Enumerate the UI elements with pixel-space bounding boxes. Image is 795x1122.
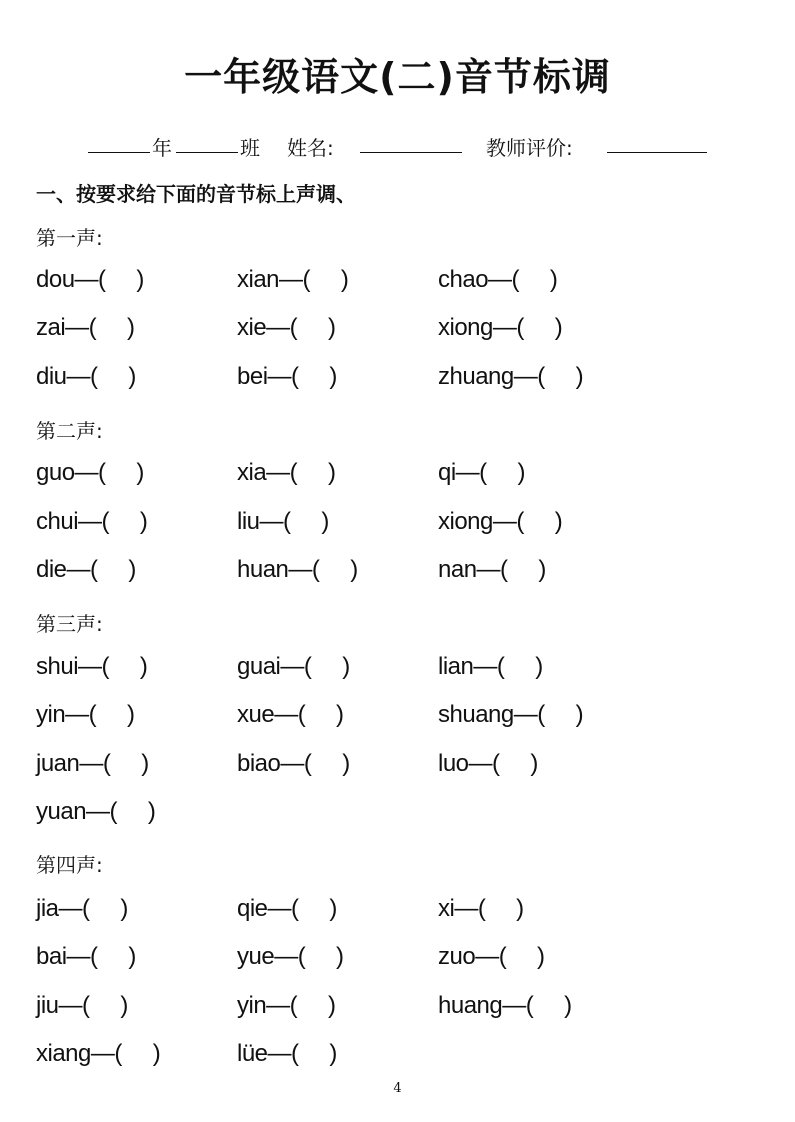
exercise-item[interactable]: xiang—( ) bbox=[36, 1040, 161, 1067]
exercise-item[interactable]: xue—( ) bbox=[237, 701, 344, 728]
exercise-item[interactable]: huang—( ) bbox=[438, 992, 572, 1019]
student-info-line bbox=[0, 132, 795, 160]
exercise-row bbox=[36, 750, 736, 786]
year-label: 年 bbox=[152, 136, 172, 160]
teacher-evaluation-label: 教师评价: bbox=[486, 136, 573, 160]
teacher-evaluation-blank[interactable] bbox=[607, 132, 707, 158]
group-label-tone-3: 第三声: bbox=[36, 612, 103, 636]
exercise-item[interactable]: lüe—( ) bbox=[237, 1040, 337, 1067]
exercise-item[interactable]: diu—( ) bbox=[36, 363, 136, 390]
exercise-row bbox=[36, 1040, 736, 1076]
group-label-tone-1: 第一声: bbox=[36, 226, 103, 250]
section-heading: 一、按要求给下面的音节标上声调、 bbox=[36, 182, 356, 206]
exercise-item[interactable]: qie—( ) bbox=[237, 895, 337, 922]
exercise-row bbox=[36, 508, 736, 544]
exercise-item[interactable]: shui—( ) bbox=[36, 653, 148, 680]
exercise-item[interactable]: biao—( ) bbox=[237, 750, 350, 777]
group-label-tone-4: 第四声: bbox=[36, 853, 103, 877]
exercise-item[interactable]: yin—( ) bbox=[237, 992, 336, 1019]
exercise-item[interactable]: zai—( ) bbox=[36, 314, 135, 341]
exercise-row bbox=[36, 459, 736, 495]
exercise-row bbox=[36, 798, 736, 834]
page-title: 一年级语文(二)音节标调 bbox=[184, 55, 611, 99]
exercise-item[interactable]: xie—( ) bbox=[237, 314, 336, 341]
exercise-item[interactable]: lian—( ) bbox=[438, 653, 543, 680]
exercise-row bbox=[36, 895, 736, 931]
exercise-row bbox=[36, 653, 736, 689]
exercise-item[interactable]: zuo—( ) bbox=[438, 943, 545, 970]
exercise-item[interactable]: xian—( ) bbox=[237, 266, 349, 293]
page-number: 4 bbox=[393, 1081, 402, 1096]
exercise-item[interactable]: juan—( ) bbox=[36, 750, 149, 777]
exercise-item[interactable]: luo—( ) bbox=[438, 750, 538, 777]
name-blank[interactable] bbox=[360, 132, 462, 158]
exercise-item[interactable]: shuang—( ) bbox=[438, 701, 584, 728]
exercise-item[interactable]: chao—( ) bbox=[438, 266, 558, 293]
exercise-row bbox=[36, 943, 736, 979]
exercise-item[interactable]: xi—( ) bbox=[438, 895, 524, 922]
exercise-row bbox=[36, 266, 736, 302]
exercise-item[interactable]: bei—( ) bbox=[237, 363, 337, 390]
exercise-item[interactable]: huan—( ) bbox=[237, 556, 358, 583]
exercise-row bbox=[36, 314, 736, 350]
exercise-item[interactable]: chui—( ) bbox=[36, 508, 148, 535]
exercise-row bbox=[36, 992, 736, 1028]
exercise-item[interactable]: guai—( ) bbox=[237, 653, 350, 680]
exercise-item[interactable]: xiong—( ) bbox=[438, 508, 563, 535]
class-blank[interactable] bbox=[176, 132, 238, 158]
exercise-item[interactable]: jiu—( ) bbox=[36, 992, 128, 1019]
exercise-item[interactable]: guo—( ) bbox=[36, 459, 144, 486]
exercise-item[interactable]: yin—( ) bbox=[36, 701, 135, 728]
exercise-row bbox=[36, 701, 736, 737]
name-label: 姓名: bbox=[287, 136, 334, 160]
exercise-item[interactable]: jia—( ) bbox=[36, 895, 128, 922]
year-blank[interactable] bbox=[88, 132, 150, 158]
exercise-item[interactable]: xia—( ) bbox=[237, 459, 336, 486]
exercise-item[interactable]: bai—( ) bbox=[36, 943, 136, 970]
exercise-item[interactable]: xiong—( ) bbox=[438, 314, 563, 341]
exercise-item[interactable]: dou—( ) bbox=[36, 266, 144, 293]
exercise-row bbox=[36, 363, 736, 399]
exercise-item[interactable]: qi—( ) bbox=[438, 459, 526, 486]
exercise-item[interactable]: zhuang—( ) bbox=[438, 363, 584, 390]
exercise-item[interactable]: liu—( ) bbox=[237, 508, 329, 535]
group-label-tone-2: 第二声: bbox=[36, 419, 103, 443]
exercise-item[interactable]: nan—( ) bbox=[438, 556, 546, 583]
exercise-item[interactable]: yuan—( ) bbox=[36, 798, 156, 825]
exercise-item[interactable]: die—( ) bbox=[36, 556, 136, 583]
exercise-item[interactable]: yue—( ) bbox=[237, 943, 344, 970]
class-label: 班 bbox=[240, 136, 260, 160]
exercise-row bbox=[36, 556, 736, 592]
